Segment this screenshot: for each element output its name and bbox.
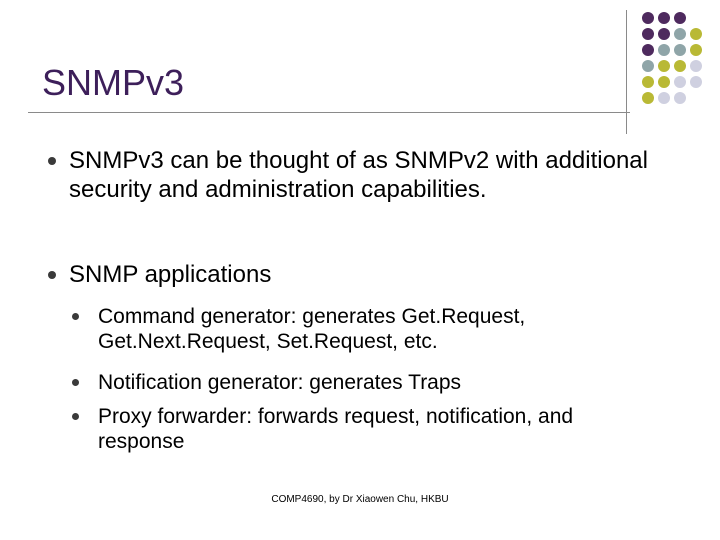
decor-dot bbox=[658, 92, 670, 104]
bullet-text: SNMP applications bbox=[69, 261, 272, 288]
decor-dot bbox=[642, 44, 654, 56]
sub-bullet-text: Proxy forwarder: forwards request, notification, and response bbox=[98, 405, 574, 453]
slide-title: SNMPv3 bbox=[42, 62, 185, 103]
decor-dot bbox=[642, 60, 654, 72]
bullet-dot-icon bbox=[72, 413, 79, 420]
decor-dot bbox=[690, 76, 702, 88]
decor-dot bbox=[658, 12, 670, 24]
decor-dot bbox=[674, 76, 686, 88]
decor-dot bbox=[674, 28, 686, 40]
decor-dot bbox=[674, 60, 686, 72]
slide-footer: COMP4690, by Dr Xiaowen Chu, HKBU bbox=[271, 494, 449, 505]
bullet-text: SNMPv3 can be thought of as SNMPv2 with additional security and administration capabilities. bbox=[69, 147, 648, 203]
decor-dot bbox=[658, 76, 670, 88]
decor-dot bbox=[690, 60, 702, 72]
bullet-dot-icon bbox=[72, 379, 79, 386]
decor-dot bbox=[658, 44, 670, 56]
dot-grid-icon bbox=[642, 10, 720, 120]
title-underline bbox=[28, 112, 630, 113]
decor-dot bbox=[642, 92, 654, 104]
bullet-dot-icon bbox=[72, 313, 79, 320]
bullet-dot-icon bbox=[48, 271, 56, 279]
vertical-divider bbox=[626, 10, 627, 134]
bullet-item bbox=[48, 146, 669, 204]
sub-bullet-item bbox=[72, 304, 658, 354]
decor-dot bbox=[674, 12, 686, 24]
sub-bullet-text: Command generator: generates Get.Request, Get.Next.Request, Set.Request, etc. bbox=[98, 305, 526, 353]
decor-dot bbox=[658, 28, 670, 40]
bullet-item bbox=[48, 260, 669, 289]
decor-dot bbox=[658, 60, 670, 72]
decor-dot bbox=[674, 92, 686, 104]
sub-bullet-text: Notification generator: generates Traps bbox=[98, 371, 462, 394]
bullet-dot-icon bbox=[48, 157, 56, 165]
decor-dot bbox=[642, 12, 654, 24]
decor-dot bbox=[642, 76, 654, 88]
decor-dot bbox=[642, 28, 654, 40]
decor-dot bbox=[690, 28, 702, 40]
decor-dot bbox=[674, 44, 686, 56]
sub-bullet-item bbox=[72, 404, 658, 454]
sub-bullet-item bbox=[72, 370, 658, 395]
decor-dot bbox=[690, 44, 702, 56]
